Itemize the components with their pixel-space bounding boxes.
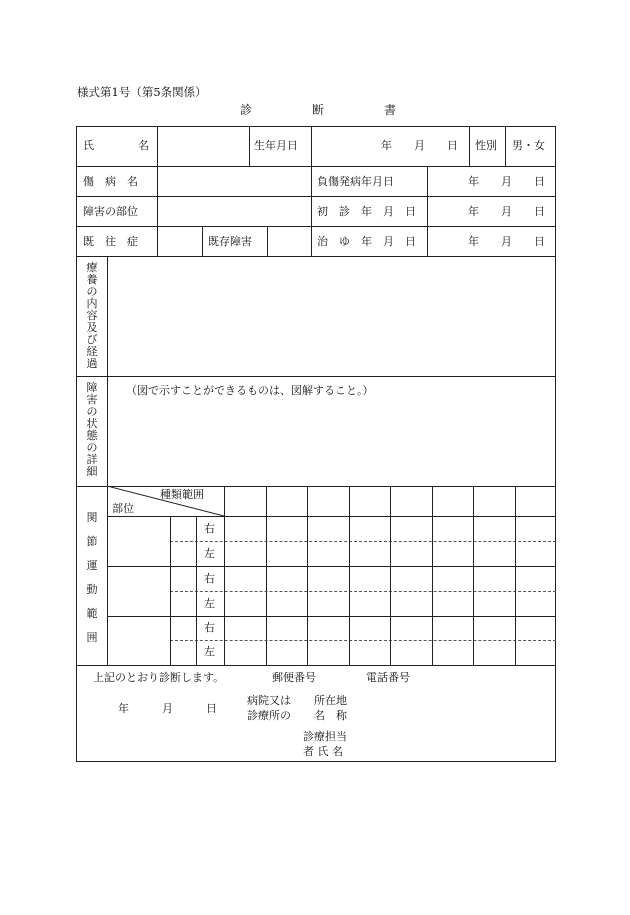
injury-date-label: 負傷発病年月日 xyxy=(317,175,394,188)
address-label: 所在地 xyxy=(314,694,347,707)
site-label: 障害の部位 xyxy=(83,205,138,218)
document-title: 診 断 書 xyxy=(240,103,397,117)
sex-value: 男・女 xyxy=(512,139,545,152)
phone-number-label: 電話番号 xyxy=(366,671,410,684)
history-label: 既 往 症 xyxy=(83,235,138,248)
diagnosis-statement: 上記のとおり診断します。 xyxy=(93,671,225,684)
cure-date-value: 年 月 日 xyxy=(468,235,545,248)
rom-label: 関 節 運 動 範 囲 xyxy=(86,511,98,644)
first-visit-value: 年 月 日 xyxy=(468,205,545,218)
condition-note: （図で示すことができるものは、図解すること。） xyxy=(126,384,374,397)
doctor-label-line1: 診療担当 xyxy=(303,730,347,743)
rom-header-bottom: 部位 xyxy=(112,502,134,515)
right-label-1: 右 xyxy=(204,522,215,535)
hospital-label-line2: 診療所の xyxy=(247,709,291,722)
first-visit-label: 初 診 年 月 日 xyxy=(317,205,416,218)
existing-disability-label: 既存障害 xyxy=(208,235,252,248)
right-label-3: 右 xyxy=(204,621,215,634)
form-frame xyxy=(76,126,556,762)
left-label-2: 左 xyxy=(204,597,215,610)
hospital-label-line1: 病院又は xyxy=(247,694,291,707)
rom-header-top: 種類範囲 xyxy=(160,488,204,501)
sex-label: 性別 xyxy=(475,139,497,152)
form-number: 様式第1号（第5条関係） xyxy=(77,85,207,99)
disease-label: 傷 病 名 xyxy=(83,175,138,188)
left-label-1: 左 xyxy=(204,547,215,560)
doctor-label-line2: 者 氏 名 xyxy=(303,745,343,758)
birth-date-value: 年 月 日 xyxy=(381,139,458,152)
right-label-2: 右 xyxy=(204,572,215,585)
diagnosis-date: 年 月 日 xyxy=(118,702,217,715)
cure-date-label: 治 ゆ 年 月 日 xyxy=(317,235,416,248)
injury-date-value: 年 月 日 xyxy=(468,175,545,188)
hospital-name-label: 名 称 xyxy=(314,709,347,722)
birth-date-label: 生年月日 xyxy=(254,139,298,152)
condition-label: 障 害 の 状 態 の 詳 細 xyxy=(86,381,98,478)
left-label-3: 左 xyxy=(204,645,215,658)
treatment-label: 療 養 の 内 容 及 び 経 過 xyxy=(86,261,98,370)
postal-code-label: 郵便番号 xyxy=(272,671,316,684)
name-label: 氏 名 xyxy=(83,139,149,152)
